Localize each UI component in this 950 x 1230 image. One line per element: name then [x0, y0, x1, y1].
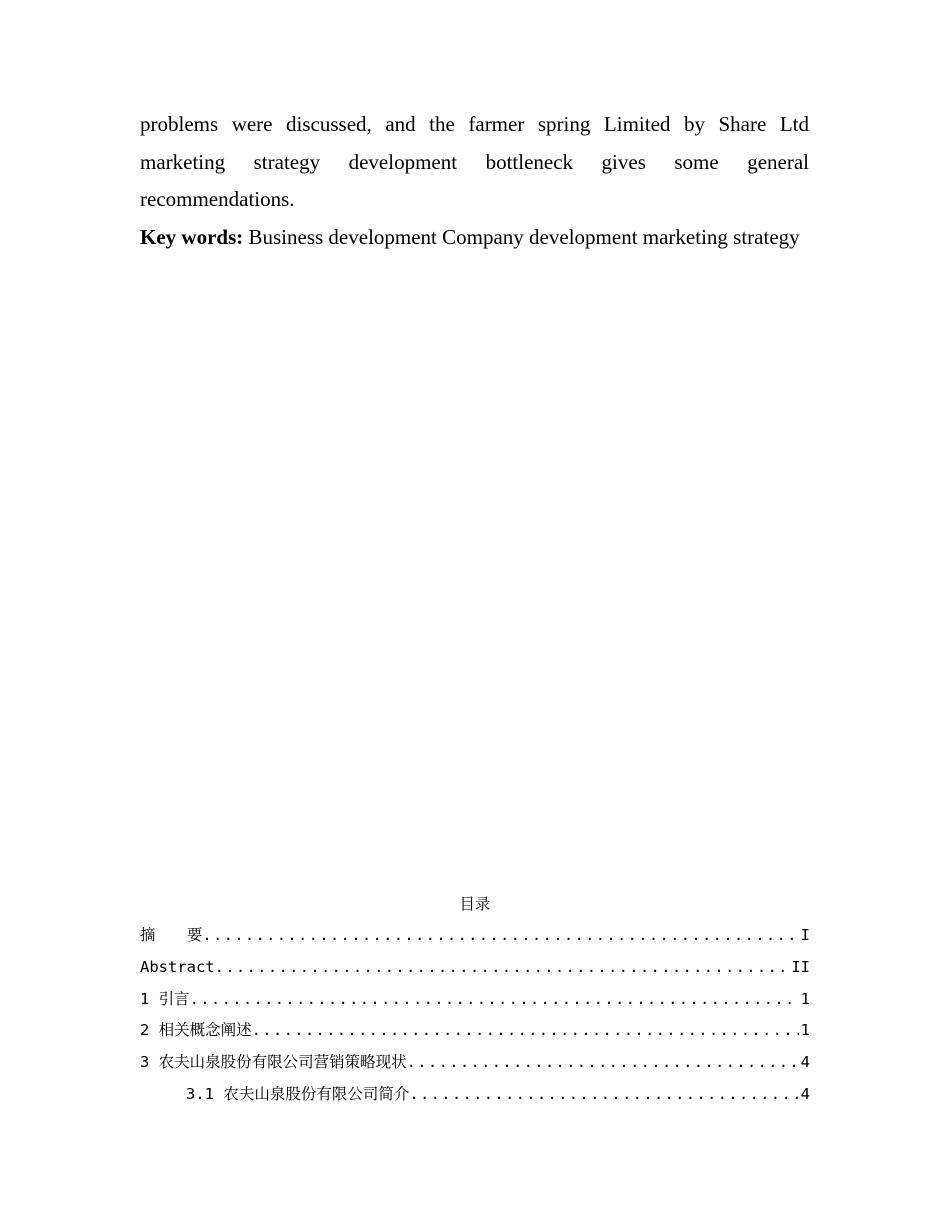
toc-leader-dots: [190, 984, 799, 1016]
keywords-label: Key words:: [140, 224, 244, 249]
toc-entry-page: 4: [800, 1053, 810, 1072]
toc-entry-page: I: [800, 926, 810, 944]
toc-entry-abstract-cn[interactable]: [140, 920, 810, 952]
toc-entry-label: 2 相关概念阐述: [140, 1021, 252, 1040]
toc-entry-concepts[interactable]: [140, 1015, 810, 1047]
abstract-paragraph: problems were discussed, and the farmer spring Limited by Share Ltd marketing strategy development bottleneck gives some general recommendations.: [140, 112, 809, 212]
keywords-line: [140, 219, 809, 257]
toc-leader-dots: [409, 1079, 798, 1111]
toc-entry-label: 3 农夫山泉股份有限公司营销策略现状: [140, 1053, 407, 1072]
toc-leader-dots: [202, 920, 798, 952]
keywords-text: Business development Company development marketing strategy: [243, 224, 800, 249]
toc-entry-introduction[interactable]: [140, 984, 810, 1016]
toc-entry-page: II: [791, 957, 810, 976]
toc-entry-label: 3.1 农夫山泉股份有限公司简介: [186, 1084, 410, 1103]
toc-leader-dots: [407, 1047, 799, 1079]
toc-leader-dots: [252, 1015, 799, 1047]
toc-title: 目录: [459, 895, 491, 913]
toc-entry-label: 摘 要: [140, 926, 203, 944]
toc-entry-page: 1: [800, 989, 810, 1008]
abstract-section: [140, 106, 809, 256]
table-of-contents: [140, 888, 810, 1111]
toc-entry-page: 4: [800, 1084, 810, 1103]
toc-entry-label: 1 引言: [140, 989, 190, 1008]
toc-entry-marketing-status[interactable]: [140, 1047, 810, 1079]
toc-entry-label: Abstract: [140, 957, 215, 976]
toc-leader-dots: [215, 952, 790, 984]
toc-entry-company-intro[interactable]: [140, 1079, 810, 1111]
toc-entry-page: 1: [800, 1021, 810, 1040]
toc-entry-abstract-en[interactable]: [140, 952, 810, 984]
